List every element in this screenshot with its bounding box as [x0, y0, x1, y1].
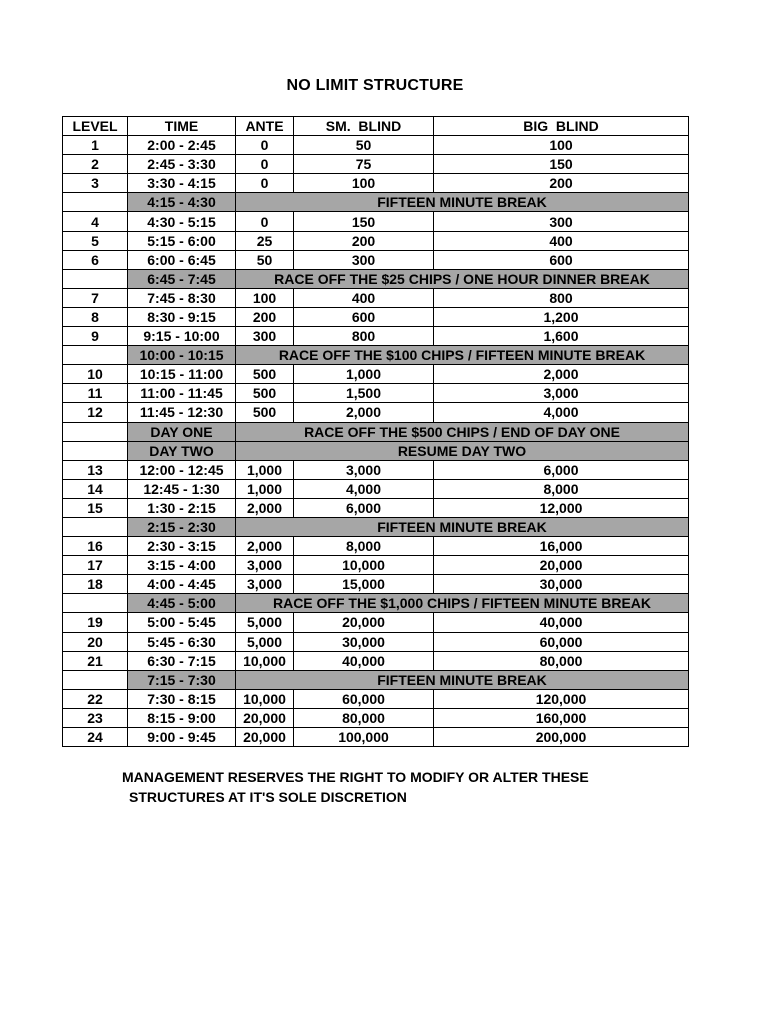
time-cell: 4:00 - 4:45 — [128, 575, 236, 594]
break-row — [63, 346, 689, 365]
table-row — [63, 575, 689, 594]
ante-cell: 100 — [236, 288, 294, 307]
small-blind-cell: 60,000 — [294, 689, 434, 708]
big-blind-cell: 300 — [434, 212, 689, 231]
level-cell-empty — [63, 269, 128, 288]
break-note-cell: RACE OFF THE $100 CHIPS / FIFTEEN MINUTE BREAK — [236, 346, 689, 365]
level-cell: 19 — [63, 613, 128, 632]
ante-cell: 0 — [236, 174, 294, 193]
time-cell: 7:45 - 8:30 — [128, 288, 236, 307]
time-cell: 8:30 - 9:15 — [128, 307, 236, 326]
big-blind-cell: 40,000 — [434, 613, 689, 632]
ante-cell: 1,000 — [236, 479, 294, 498]
small-blind-cell: 100 — [294, 174, 434, 193]
small-blind-cell: 10,000 — [294, 556, 434, 575]
break-note-cell: FIFTEEN MINUTE BREAK — [236, 670, 689, 689]
table-row — [63, 556, 689, 575]
break-row — [63, 441, 689, 460]
time-cell: 3:15 - 4:00 — [128, 556, 236, 575]
small-blind-cell: 75 — [294, 155, 434, 174]
small-blind-cell: 80,000 — [294, 708, 434, 727]
time-cell: 9:00 - 9:45 — [128, 728, 236, 747]
small-blind-cell: 15,000 — [294, 575, 434, 594]
table-header-row — [63, 117, 689, 136]
ante-cell: 0 — [236, 212, 294, 231]
big-blind-cell: 80,000 — [434, 651, 689, 670]
level-cell: 24 — [63, 728, 128, 747]
level-cell-empty — [63, 594, 128, 613]
small-blind-cell: 30,000 — [294, 632, 434, 651]
big-blind-cell: 200,000 — [434, 728, 689, 747]
level-cell: 22 — [63, 689, 128, 708]
big-blind-cell: 2,000 — [434, 365, 689, 384]
break-time-cell: 4:15 - 4:30 — [128, 193, 236, 212]
ante-cell: 0 — [236, 136, 294, 155]
column-header-small-blind: SM. BLIND — [294, 117, 434, 136]
ante-cell: 25 — [236, 231, 294, 250]
level-cell-empty — [63, 422, 128, 441]
big-blind-cell: 1,600 — [434, 327, 689, 346]
table-row — [63, 231, 689, 250]
table-row — [63, 136, 689, 155]
big-blind-cell: 12,000 — [434, 498, 689, 517]
big-blind-cell: 3,000 — [434, 384, 689, 403]
level-cell: 18 — [63, 575, 128, 594]
break-time-cell: 6:45 - 7:45 — [128, 269, 236, 288]
small-blind-cell: 200 — [294, 231, 434, 250]
table-row — [63, 365, 689, 384]
level-cell: 6 — [63, 250, 128, 269]
table-row — [63, 384, 689, 403]
big-blind-cell: 100 — [434, 136, 689, 155]
time-cell: 8:15 - 9:00 — [128, 708, 236, 727]
table-row — [63, 632, 689, 651]
small-blind-cell: 8,000 — [294, 537, 434, 556]
break-note-cell: FIFTEEN MINUTE BREAK — [236, 193, 689, 212]
table-row — [63, 537, 689, 556]
time-cell: 2:45 - 3:30 — [128, 155, 236, 174]
time-cell: 3:30 - 4:15 — [128, 174, 236, 193]
level-cell: 14 — [63, 479, 128, 498]
small-blind-cell: 4,000 — [294, 479, 434, 498]
big-blind-cell: 160,000 — [434, 708, 689, 727]
ante-cell: 20,000 — [236, 728, 294, 747]
small-blind-cell: 300 — [294, 250, 434, 269]
disclaimer-line-1: MANAGEMENT RESERVES THE RIGHT TO MODIFY OR ALTER THESE — [122, 769, 589, 785]
table-row — [63, 403, 689, 422]
level-cell: 9 — [63, 327, 128, 346]
break-row — [63, 422, 689, 441]
ante-cell: 3,000 — [236, 575, 294, 594]
ante-cell: 5,000 — [236, 613, 294, 632]
table-row — [63, 460, 689, 479]
table-row — [63, 708, 689, 727]
ante-cell: 0 — [236, 155, 294, 174]
time-cell: 5:00 - 5:45 — [128, 613, 236, 632]
ante-cell: 200 — [236, 307, 294, 326]
table-row — [63, 250, 689, 269]
level-cell: 1 — [63, 136, 128, 155]
level-cell: 20 — [63, 632, 128, 651]
ante-cell: 500 — [236, 403, 294, 422]
level-cell-empty — [63, 441, 128, 460]
table-row — [63, 613, 689, 632]
ante-cell: 500 — [236, 365, 294, 384]
level-cell: 7 — [63, 288, 128, 307]
small-blind-cell: 20,000 — [294, 613, 434, 632]
big-blind-cell: 120,000 — [434, 689, 689, 708]
ante-cell: 3,000 — [236, 556, 294, 575]
column-header-ante: ANTE — [236, 117, 294, 136]
break-row — [63, 269, 689, 288]
small-blind-cell: 3,000 — [294, 460, 434, 479]
ante-cell: 10,000 — [236, 651, 294, 670]
small-blind-cell: 2,000 — [294, 403, 434, 422]
ante-cell: 1,000 — [236, 460, 294, 479]
ante-cell: 300 — [236, 327, 294, 346]
ante-cell: 50 — [236, 250, 294, 269]
table-row — [63, 212, 689, 231]
time-cell: 6:30 - 7:15 — [128, 651, 236, 670]
big-blind-cell: 6,000 — [434, 460, 689, 479]
break-note-cell: RESUME DAY TWO — [236, 441, 689, 460]
ante-cell: 2,000 — [236, 498, 294, 517]
small-blind-cell: 400 — [294, 288, 434, 307]
small-blind-cell: 1,500 — [294, 384, 434, 403]
level-cell: 4 — [63, 212, 128, 231]
break-time-cell: 7:15 - 7:30 — [128, 670, 236, 689]
time-cell: 9:15 - 10:00 — [128, 327, 236, 346]
break-time-cell: 2:15 - 2:30 — [128, 517, 236, 536]
break-time-cell: DAY TWO — [128, 441, 236, 460]
small-blind-cell: 150 — [294, 212, 434, 231]
level-cell: 11 — [63, 384, 128, 403]
level-cell-empty — [63, 517, 128, 536]
ante-cell: 20,000 — [236, 708, 294, 727]
level-cell: 21 — [63, 651, 128, 670]
table-row — [63, 288, 689, 307]
break-note-cell: RACE OFF THE $25 CHIPS / ONE HOUR DINNER BREAK — [236, 269, 689, 288]
time-cell: 6:00 - 6:45 — [128, 250, 236, 269]
small-blind-cell: 40,000 — [294, 651, 434, 670]
table-row — [63, 479, 689, 498]
big-blind-cell: 16,000 — [434, 537, 689, 556]
break-time-cell: 10:00 - 10:15 — [128, 346, 236, 365]
break-note-cell: FIFTEEN MINUTE BREAK — [236, 517, 689, 536]
time-cell: 4:30 - 5:15 — [128, 212, 236, 231]
big-blind-cell: 600 — [434, 250, 689, 269]
level-cell: 23 — [63, 708, 128, 727]
small-blind-cell: 6,000 — [294, 498, 434, 517]
big-blind-cell: 60,000 — [434, 632, 689, 651]
level-cell: 5 — [63, 231, 128, 250]
table-row — [63, 174, 689, 193]
page-title: NO LIMIT STRUCTURE — [286, 77, 464, 94]
break-note-cell: RACE OFF THE $500 CHIPS / END OF DAY ONE — [236, 422, 689, 441]
level-cell: 8 — [63, 307, 128, 326]
time-cell: 1:30 - 2:15 — [128, 498, 236, 517]
level-cell-empty — [63, 670, 128, 689]
level-cell: 15 — [63, 498, 128, 517]
big-blind-cell: 30,000 — [434, 575, 689, 594]
ante-cell: 500 — [236, 384, 294, 403]
big-blind-cell: 200 — [434, 174, 689, 193]
level-cell: 2 — [63, 155, 128, 174]
time-cell: 11:45 - 12:30 — [128, 403, 236, 422]
break-row — [63, 193, 689, 212]
table-row — [63, 155, 689, 174]
break-time-cell: 4:45 - 5:00 — [128, 594, 236, 613]
break-row — [63, 670, 689, 689]
time-cell: 5:15 - 6:00 — [128, 231, 236, 250]
time-cell: 12:45 - 1:30 — [128, 479, 236, 498]
time-cell: 7:30 - 8:15 — [128, 689, 236, 708]
break-row — [63, 517, 689, 536]
big-blind-cell: 8,000 — [434, 479, 689, 498]
small-blind-cell: 1,000 — [294, 365, 434, 384]
table-row — [63, 307, 689, 326]
level-cell: 3 — [63, 174, 128, 193]
small-blind-cell: 800 — [294, 327, 434, 346]
break-note-cell: RACE OFF THE $1,000 CHIPS / FIFTEEN MINUTE BREAK — [236, 594, 689, 613]
level-cell: 17 — [63, 556, 128, 575]
big-blind-cell: 400 — [434, 231, 689, 250]
table-row — [63, 728, 689, 747]
small-blind-cell: 100,000 — [294, 728, 434, 747]
ante-cell: 2,000 — [236, 537, 294, 556]
level-cell: 16 — [63, 537, 128, 556]
level-cell: 12 — [63, 403, 128, 422]
level-cell-empty — [63, 193, 128, 212]
small-blind-cell: 50 — [294, 136, 434, 155]
ante-cell: 5,000 — [236, 632, 294, 651]
time-cell: 2:30 - 3:15 — [128, 537, 236, 556]
column-header-time: TIME — [128, 117, 236, 136]
management-disclaimer — [122, 767, 682, 807]
small-blind-cell: 600 — [294, 307, 434, 326]
ante-cell: 10,000 — [236, 689, 294, 708]
big-blind-cell: 1,200 — [434, 307, 689, 326]
table-row — [63, 651, 689, 670]
table-body — [63, 136, 689, 747]
time-cell: 2:00 - 2:45 — [128, 136, 236, 155]
break-row — [63, 594, 689, 613]
level-cell: 10 — [63, 365, 128, 384]
time-cell: 12:00 - 12:45 — [128, 460, 236, 479]
big-blind-cell: 150 — [434, 155, 689, 174]
time-cell: 11:00 - 11:45 — [128, 384, 236, 403]
big-blind-cell: 20,000 — [434, 556, 689, 575]
column-header-big-blind: BIG BLIND — [434, 117, 689, 136]
table-row — [63, 498, 689, 517]
break-time-cell: DAY ONE — [128, 422, 236, 441]
time-cell: 5:45 - 6:30 — [128, 632, 236, 651]
disclaimer-line-2: STRUCTURES AT IT'S SOLE DISCRETION — [129, 789, 407, 805]
table-row — [63, 327, 689, 346]
level-cell-empty — [63, 346, 128, 365]
column-header-level: LEVEL — [63, 117, 128, 136]
big-blind-cell: 800 — [434, 288, 689, 307]
big-blind-cell: 4,000 — [434, 403, 689, 422]
time-cell: 10:15 - 11:00 — [128, 365, 236, 384]
level-cell: 13 — [63, 460, 128, 479]
blind-structure-table — [62, 116, 689, 747]
table-row — [63, 689, 689, 708]
